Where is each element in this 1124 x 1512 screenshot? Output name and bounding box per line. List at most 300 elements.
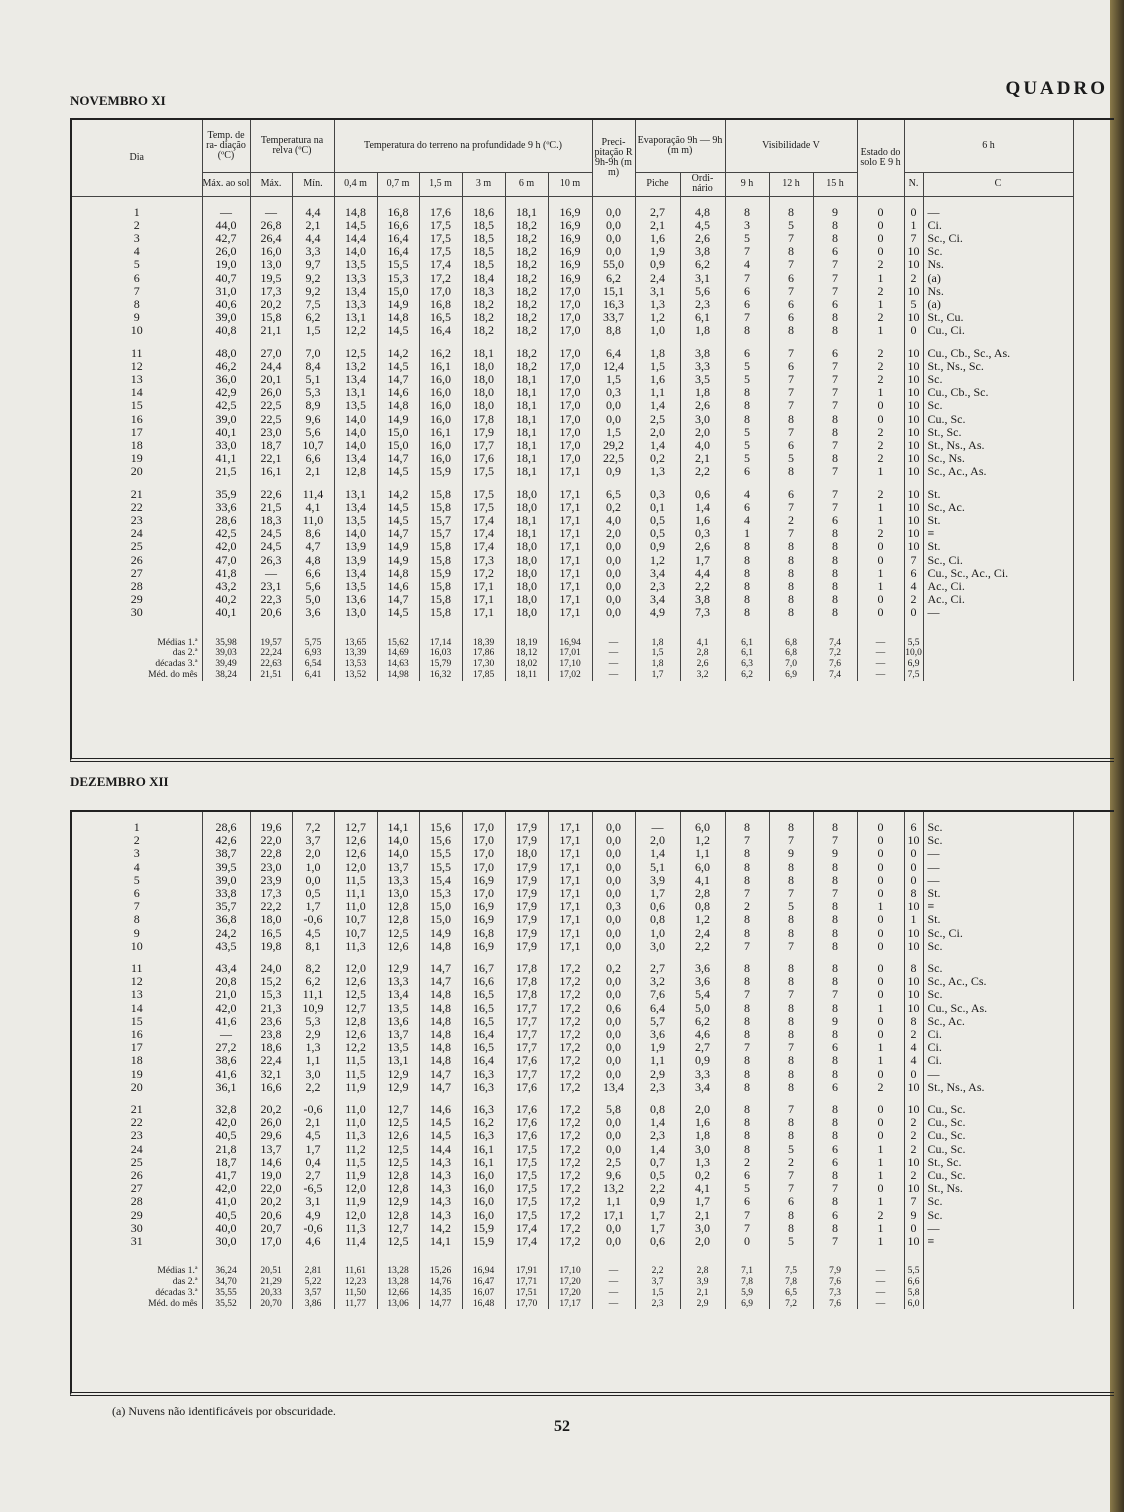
table-cell: 17,0 xyxy=(419,285,462,298)
table-cell: 7 xyxy=(813,386,857,399)
table-cell: 2 xyxy=(769,1156,813,1169)
table-cell: 9,2 xyxy=(292,285,334,298)
average-cell: 5,5 xyxy=(904,1266,923,1277)
average-cell: 17,70 xyxy=(505,1299,548,1310)
table-cell: 20,2 xyxy=(250,298,292,311)
table-cell: 16,3 xyxy=(462,1103,505,1116)
table-cell: 1 xyxy=(72,821,202,834)
table-cell: 7 xyxy=(813,465,857,478)
table-row xyxy=(72,413,1073,426)
table-cell: Sc., Ci. xyxy=(923,927,1073,940)
table-cell: 0,5 xyxy=(292,887,334,900)
table-cell: 1 xyxy=(857,1156,904,1169)
table-cell: 2,1 xyxy=(680,1209,725,1222)
table-cell: Sc., Ci. xyxy=(923,554,1073,567)
table-cell: 0,6 xyxy=(592,1002,635,1015)
table-cell: 6 xyxy=(769,272,813,285)
table-cell: 7 xyxy=(769,373,813,386)
table-cell: 17,2 xyxy=(548,962,592,975)
table-cell: 14,5 xyxy=(334,219,377,232)
table-cell: 0,5 xyxy=(635,1169,680,1182)
table-cell: 14,5 xyxy=(377,514,419,527)
table-cell: Ac., Ci. xyxy=(923,580,1073,593)
table-cell: 0 xyxy=(857,232,904,245)
table-cell: 8 xyxy=(813,567,857,580)
table-cell: 17,7 xyxy=(505,1041,548,1054)
table-cell: 17,2 xyxy=(548,1209,592,1222)
table-cell: 18,2 xyxy=(462,311,505,324)
table-cell: 15,8 xyxy=(419,540,462,553)
average-cell: 6,0 xyxy=(904,1299,923,1310)
table-cell: 8,6 xyxy=(292,527,334,540)
table-row xyxy=(72,1028,1073,1041)
table-cell: 5,3 xyxy=(292,1015,334,1028)
table-cell: 2,9 xyxy=(292,1028,334,1041)
table-cell: 7 xyxy=(725,1222,769,1235)
table-cell: 3,9 xyxy=(635,874,680,887)
table-cell: 8 xyxy=(769,1054,813,1067)
table-cell: 7 xyxy=(72,285,202,298)
table-cell: 4,7 xyxy=(292,540,334,553)
table-cell: 1 xyxy=(857,1235,904,1248)
table-cell: 17,0 xyxy=(548,426,592,439)
table-cell: -6,5 xyxy=(292,1182,334,1195)
table-cell: 17,2 xyxy=(419,272,462,285)
average-cell: 5,8 xyxy=(904,1288,923,1299)
table-cell: 9 xyxy=(72,311,202,324)
average-cell: 2,2 xyxy=(635,1266,680,1277)
table-cell: 4,5 xyxy=(292,927,334,940)
table-cell: 12,2 xyxy=(334,324,377,337)
table-cell: 38,6 xyxy=(202,1054,250,1067)
table-cell: 0 xyxy=(857,1015,904,1028)
table-cell: 36,8 xyxy=(202,913,250,926)
table-cell: 0 xyxy=(904,1222,923,1235)
table-cell: 8 xyxy=(769,1081,813,1094)
average-cell: 6,9 xyxy=(904,659,923,670)
table-cell: 4,6 xyxy=(292,1235,334,1248)
table-cell: 12,5 xyxy=(377,927,419,940)
average-cell: 17,20 xyxy=(548,1288,592,1299)
table-cell: 16,8 xyxy=(377,206,419,219)
table-cell: 14,9 xyxy=(377,413,419,426)
table-cell: 0 xyxy=(857,399,904,412)
table-cell: 3,3 xyxy=(680,1068,725,1081)
table-cell: 7 xyxy=(725,272,769,285)
table-cell: 33,6 xyxy=(202,501,250,514)
col-estado: Estado do solo E 9 h xyxy=(857,120,904,196)
table-cell: 18,0 xyxy=(462,360,505,373)
table-cell: 22,5 xyxy=(250,399,292,412)
table-cell: 14,7 xyxy=(377,452,419,465)
table-cell: 15,3 xyxy=(419,887,462,900)
table-cell: St., Ns., As. xyxy=(923,439,1073,452)
table-cell: 0,8 xyxy=(680,900,725,913)
average-cell: 2,3 xyxy=(635,1299,680,1310)
table-cell: 17,1 xyxy=(548,861,592,874)
table-cell: 8 xyxy=(813,927,857,940)
table-cell: 16,9 xyxy=(548,272,592,285)
table-cell: 8 xyxy=(725,1002,769,1015)
table-cell: 7 xyxy=(769,285,813,298)
average-cell: 10,0 xyxy=(905,648,922,659)
table-cell: 17,5 xyxy=(419,245,462,258)
table-cell: 6 xyxy=(813,514,857,527)
average-row xyxy=(72,1266,1073,1277)
table-cell: 6 xyxy=(72,272,202,285)
table-row xyxy=(72,258,1073,271)
table-cell: 22,5 xyxy=(250,413,292,426)
table-cell: 17,1 xyxy=(548,834,592,847)
table-cell: 13,5 xyxy=(334,580,377,593)
table-cell: 14,7 xyxy=(419,1081,462,1094)
table-cell: 16,5 xyxy=(419,311,462,324)
table-cell: 23 xyxy=(72,514,202,527)
table-cell: 17,1 xyxy=(548,540,592,553)
table-cell: 18,2 xyxy=(462,298,505,311)
col-temp-rad: Temp. de ra- diação (ºC) xyxy=(202,120,250,172)
average-cell: 6,9 xyxy=(725,1299,769,1310)
table-cell: 8 xyxy=(725,861,769,874)
table-cell: 10 xyxy=(904,940,923,953)
table-cell: 13,1 xyxy=(377,1054,419,1067)
table-cell: 8 xyxy=(813,527,857,540)
table-cell: 8 xyxy=(725,847,769,860)
table-cell: 0 xyxy=(857,847,904,860)
table-cell: 0,8 xyxy=(635,1103,680,1116)
table-cell: 6,4 xyxy=(592,347,635,360)
table-cell: 7 xyxy=(813,988,857,1001)
table-cell: 18,2 xyxy=(505,272,548,285)
table-cell: 1,3 xyxy=(292,1041,334,1054)
table-cell: 6 xyxy=(813,1081,857,1094)
table-cell: 1,2 xyxy=(635,554,680,567)
average-cell: 14,76 xyxy=(419,1277,462,1288)
table-cell: 10 xyxy=(904,311,923,324)
table-cell: 8 xyxy=(769,540,813,553)
table-cell: 16,0 xyxy=(419,386,462,399)
table-cell: St., Cu. xyxy=(923,311,1073,324)
average-row xyxy=(72,1277,1073,1288)
table-cell: 21,8 xyxy=(202,1143,250,1156)
table-cell: 6 xyxy=(72,887,202,900)
table-cell: 20,2 xyxy=(250,1195,292,1208)
average-row xyxy=(72,670,1073,681)
table-cell: 22,5 xyxy=(592,452,635,465)
table-row xyxy=(72,1103,1073,1116)
average-cell: 13,28 xyxy=(377,1266,419,1277)
table-cell: 1,6 xyxy=(680,514,725,527)
table-cell: 18,1 xyxy=(505,413,548,426)
table-cell: 6,0 xyxy=(680,821,725,834)
table-cell: 5 xyxy=(72,874,202,887)
table-cell: 6 xyxy=(725,347,769,360)
table-cell: 4 xyxy=(904,1054,923,1067)
table-cell: 2,2 xyxy=(680,465,725,478)
table-row xyxy=(72,1041,1073,1054)
table-cell: 8 xyxy=(813,1002,857,1015)
table-cell: 2 xyxy=(904,1169,923,1182)
average-cell: 16,94 xyxy=(462,1266,505,1277)
average-cell: 2,8 xyxy=(680,648,725,659)
table-cell: Ns. xyxy=(923,285,1073,298)
table-cell: Ns. xyxy=(923,258,1073,271)
table-cell: 0,2 xyxy=(592,962,635,975)
table-cell: 6,6 xyxy=(292,567,334,580)
table-cell: 14,8 xyxy=(419,988,462,1001)
table-cell: 5 xyxy=(725,452,769,465)
table-cell: 2,5 xyxy=(635,413,680,426)
table-cell: 1,4 xyxy=(635,1116,680,1129)
table-cell: 0 xyxy=(857,975,904,988)
table-cell: 16,4 xyxy=(462,1028,505,1041)
average-cell: 7,6 xyxy=(813,659,857,670)
table-cell: 35,7 xyxy=(202,900,250,913)
table-cell: 4 xyxy=(72,861,202,874)
table-cell: 1 xyxy=(904,913,923,926)
average-cell: 7,6 xyxy=(813,1277,857,1288)
table-cell: 2,6 xyxy=(680,540,725,553)
table-cell: 22,4 xyxy=(250,1054,292,1067)
table-row xyxy=(72,285,1073,298)
table-cell: 13,9 xyxy=(334,554,377,567)
table-cell: 13,1 xyxy=(334,311,377,324)
table-cell: 14,9 xyxy=(377,298,419,311)
table-cell: 8 xyxy=(904,1015,923,1028)
table-cell: 2,7 xyxy=(292,1169,334,1182)
table-cell: 0,0 xyxy=(592,567,635,580)
average-cell: 3,2 xyxy=(680,670,725,681)
table-cell: 13,6 xyxy=(334,593,377,606)
table-cell: 1 xyxy=(725,527,769,540)
table-cell: Sc. xyxy=(923,834,1073,847)
table-cell: 14,8 xyxy=(377,399,419,412)
table-cell: 16,8 xyxy=(462,927,505,940)
table-cell: 18,0 xyxy=(505,554,548,567)
table-cell: 8 xyxy=(769,567,813,580)
average-cell: 3,7 xyxy=(635,1277,680,1288)
table-cell: 5,4 xyxy=(680,988,725,1001)
table-cell: 0,9 xyxy=(635,540,680,553)
table-cell: 44,0 xyxy=(202,219,250,232)
table-cell: 14,8 xyxy=(419,1028,462,1041)
table-cell: 10 xyxy=(904,1156,923,1169)
table-row xyxy=(72,1002,1073,1015)
table-cell: 7 xyxy=(769,1041,813,1054)
table-cell: 18,2 xyxy=(505,232,548,245)
table-cell: 7 xyxy=(769,386,813,399)
table-cell: 18,2 xyxy=(505,360,548,373)
table-cell: Sc., Ac. xyxy=(923,1015,1073,1028)
table-cell: 7 xyxy=(725,834,769,847)
table-cell: 8 xyxy=(725,821,769,834)
table-cell: 15,8 xyxy=(419,488,462,501)
table-cell: 13,3 xyxy=(377,975,419,988)
table-cell: St., Ns., Sc. xyxy=(923,360,1073,373)
table-cell: 0,9 xyxy=(592,465,635,478)
table-cell: 12,5 xyxy=(377,1143,419,1156)
table-cell: 0 xyxy=(857,1103,904,1116)
table-cell: -0,6 xyxy=(292,1222,334,1235)
table-cell: 42,0 xyxy=(202,540,250,553)
table-cell: 8 xyxy=(813,1028,857,1041)
table-cell: 3,3 xyxy=(680,360,725,373)
table-cell: 14,1 xyxy=(377,821,419,834)
table-cell: 6,2 xyxy=(292,975,334,988)
table-cell: 2,2 xyxy=(635,1182,680,1195)
table-cell: 24,5 xyxy=(250,527,292,540)
table-cell: 16,1 xyxy=(462,1143,505,1156)
table-cell: 19,0 xyxy=(202,258,250,271)
table-cell: 5,0 xyxy=(292,593,334,606)
table-cell: 4,6 xyxy=(680,1028,725,1041)
table-cell: 7 xyxy=(769,834,813,847)
table-cell: 0,0 xyxy=(592,847,635,860)
table-cell: 7 xyxy=(813,439,857,452)
table-cell: 12,5 xyxy=(334,988,377,1001)
table-cell: 8 xyxy=(725,927,769,940)
table-cell: (a) xyxy=(923,272,1073,285)
table-cell: 8,1 xyxy=(292,940,334,953)
average-cell: 12,23 xyxy=(334,1277,377,1288)
table-cell: 17,5 xyxy=(505,1143,548,1156)
table-cell: 8 xyxy=(769,606,813,619)
average-cell: 16,47 xyxy=(462,1277,505,1288)
table-cell: 17,4 xyxy=(505,1222,548,1235)
average-cell: 7,4 xyxy=(813,638,857,649)
table-cell: 7 xyxy=(725,940,769,953)
table-cell: 5 xyxy=(769,1235,813,1248)
table-cell: 14,3 xyxy=(419,1195,462,1208)
table-cell: 10 xyxy=(904,900,923,913)
table-cell: 17,2 xyxy=(548,1235,592,1248)
table-cell: 8 xyxy=(725,567,769,580)
table-cell: Cu., Sc., As. xyxy=(923,1002,1073,1015)
table-cell: 16,8 xyxy=(419,298,462,311)
table-cell: 13,9 xyxy=(334,540,377,553)
table-cell: 8 xyxy=(725,580,769,593)
average-cell: 1,5 xyxy=(635,1288,680,1299)
table-cell: 17,1 xyxy=(548,874,592,887)
table-cell: 8 xyxy=(769,861,813,874)
table-cell: 1 xyxy=(857,1169,904,1182)
table-cell: 7 xyxy=(725,245,769,258)
table-cell: 4,1 xyxy=(680,874,725,887)
table-cell: 5 xyxy=(904,298,923,311)
table-cell: 14,4 xyxy=(334,232,377,245)
table-cell: 35,9 xyxy=(202,488,250,501)
table-cell: 8 xyxy=(725,386,769,399)
table-cell: 0 xyxy=(857,1116,904,1129)
table-cell: Sc. xyxy=(923,399,1073,412)
table-cell: 4,9 xyxy=(292,1209,334,1222)
table-cell: Cu., Sc. xyxy=(923,1169,1073,1182)
table-cell: 3,0 xyxy=(292,1068,334,1081)
table-cell: 17,0 xyxy=(548,373,592,386)
table-cell: 8 xyxy=(725,593,769,606)
average-cell: 11,61 xyxy=(334,1266,377,1277)
table-cell: 19 xyxy=(72,1068,202,1081)
table-cell: 10 xyxy=(904,540,923,553)
table-cell: 7 xyxy=(769,399,813,412)
table-cell: 0 xyxy=(857,940,904,953)
table-cell: 6,6 xyxy=(292,452,334,465)
table-cell: 17,2 xyxy=(548,1156,592,1169)
table-cell: 8 xyxy=(72,913,202,926)
table-row xyxy=(72,514,1073,527)
table-row xyxy=(72,540,1073,553)
table-cell: 15,7 xyxy=(419,514,462,527)
table-cell: 8 xyxy=(725,324,769,337)
table-cell: 1,6 xyxy=(680,1116,725,1129)
table-cell: 10 xyxy=(904,527,923,540)
table-row xyxy=(72,1068,1073,1081)
average-cell: 5,22 xyxy=(292,1277,334,1288)
table-cell: 15,0 xyxy=(377,285,419,298)
table-cell: — xyxy=(250,567,292,580)
table-cell: 7 xyxy=(769,1182,813,1195)
table-cell: 17,1 xyxy=(548,514,592,527)
table-cell: 3,8 xyxy=(680,593,725,606)
table-cell: 8 xyxy=(813,1103,857,1116)
table-cell: 17,4 xyxy=(505,1235,548,1248)
table-cell: 2 xyxy=(857,1209,904,1222)
table-cell: 6,0 xyxy=(680,861,725,874)
average-cell: 7,2 xyxy=(813,648,857,659)
table-cell: 0,0 xyxy=(592,1054,635,1067)
table-cell: 17,6 xyxy=(462,452,505,465)
table-cell: Ci. xyxy=(923,219,1073,232)
table-cell: 8 xyxy=(725,399,769,412)
table-cell: 14 xyxy=(72,386,202,399)
average-cell: 17,14 xyxy=(419,638,462,649)
table-cell: — xyxy=(923,1068,1073,1081)
average-cell: 17,02 xyxy=(548,670,592,681)
average-cell: — xyxy=(592,1299,635,1310)
table-cell: 30 xyxy=(72,606,202,619)
table-cell: 2 xyxy=(769,514,813,527)
table-cell: 1,0 xyxy=(292,861,334,874)
table-cell: 17,2 xyxy=(548,1068,592,1081)
table-cell: 14,8 xyxy=(419,1015,462,1028)
table-cell: 10 xyxy=(904,399,923,412)
table-cell: 8 xyxy=(904,962,923,975)
table-cell: 0,0 xyxy=(592,1222,635,1235)
average-row xyxy=(72,659,1073,670)
table-cell: Cu., Ci. xyxy=(923,324,1073,337)
table-cell: 7 xyxy=(725,1041,769,1054)
table-row xyxy=(72,1182,1073,1195)
table-cell: 6,2 xyxy=(680,1015,725,1028)
average-cell: 17,20 xyxy=(548,1277,592,1288)
average-cell: 13,52 xyxy=(334,670,377,681)
table-cell: 15,5 xyxy=(419,861,462,874)
table-cell: 12,5 xyxy=(377,1235,419,1248)
table-cell: 1,1 xyxy=(635,386,680,399)
table-cell: 15,5 xyxy=(419,847,462,860)
table-cell: 16,4 xyxy=(419,324,462,337)
table-cell: 7 xyxy=(904,232,923,245)
table-cell: 7 xyxy=(769,258,813,271)
table-cell: 12,0 xyxy=(334,962,377,975)
table-cell: 12,7 xyxy=(377,1222,419,1235)
table-cell: 0,0 xyxy=(592,975,635,988)
table-cell: 17,1 xyxy=(462,606,505,619)
average-cell: 17,30 xyxy=(462,659,505,670)
table-cell: 0 xyxy=(857,962,904,975)
table-cell: 6 xyxy=(813,245,857,258)
table-cell: Ci. xyxy=(923,1028,1073,1041)
